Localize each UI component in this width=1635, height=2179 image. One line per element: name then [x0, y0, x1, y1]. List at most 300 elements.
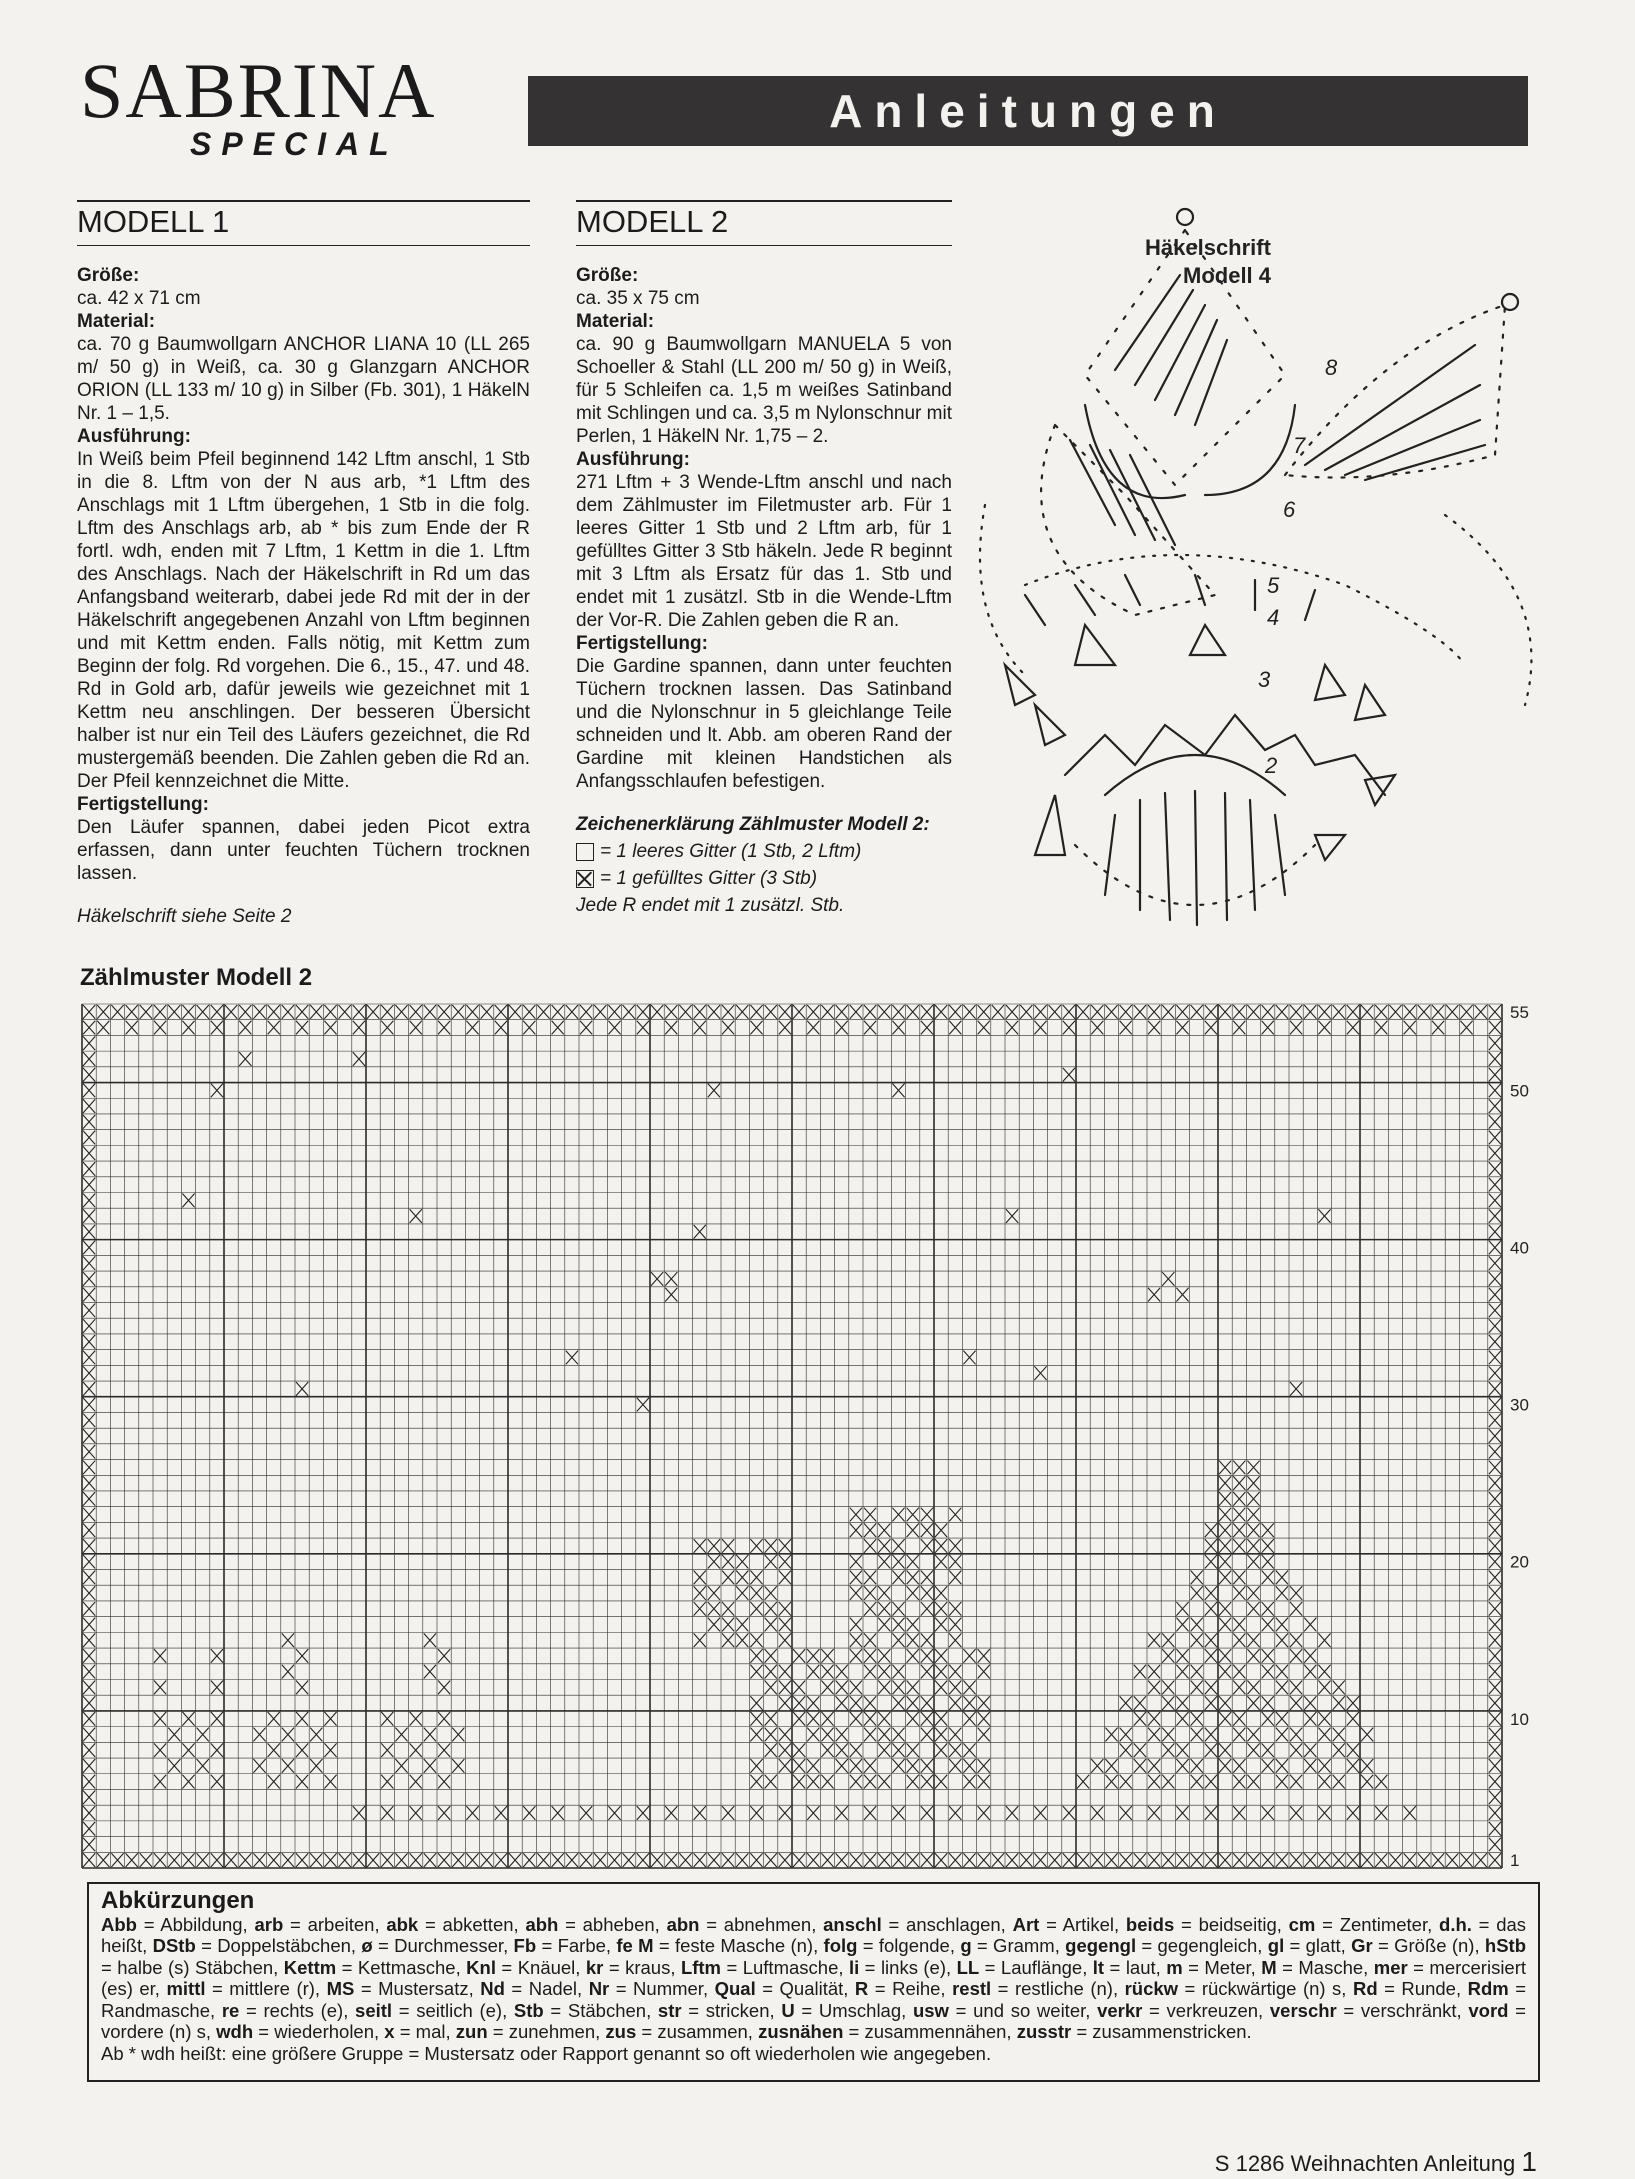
filled-cell	[722, 1539, 734, 1553]
filled-cell	[1489, 1445, 1501, 1459]
filled-cell	[1333, 1680, 1345, 1694]
filled-cell	[1489, 1209, 1501, 1223]
filled-cell	[1489, 1838, 1501, 1852]
filled-cell	[1191, 1680, 1203, 1694]
filled-cell	[1233, 1021, 1245, 1035]
filled-cell	[821, 1775, 833, 1789]
filled-cell	[1134, 1743, 1146, 1757]
abbreviation-meaning: = Gramm,	[971, 1935, 1066, 1956]
filled-cell	[1489, 1382, 1501, 1396]
filled-cell	[268, 1021, 280, 1035]
filled-cell	[83, 1225, 95, 1239]
filled-cell	[907, 1759, 919, 1773]
filled-cell	[694, 1806, 706, 1820]
filled-cell	[978, 1005, 990, 1019]
chart-grid-lines	[82, 1004, 1502, 1868]
abbreviation-meaning: = Größe (n),	[1372, 1935, 1485, 1956]
filled-cell	[608, 1806, 620, 1820]
abbreviations-title: Abkürzungen	[101, 1887, 255, 1914]
filled-cell	[580, 1005, 592, 1019]
filled-cell	[608, 1005, 620, 1019]
abbreviation-term: x	[384, 2021, 395, 2042]
filled-cell	[523, 1005, 535, 1019]
filled-cell	[1489, 1131, 1501, 1145]
round-label: 2	[1265, 753, 1278, 778]
filled-cell	[1219, 1476, 1231, 1490]
filled-cell	[708, 1539, 720, 1553]
abbreviation-term: Art	[1012, 1913, 1040, 1935]
brand-logo: SABRINA	[80, 47, 437, 134]
abbreviation-term: LL	[956, 1956, 980, 1978]
filled-cell	[438, 1775, 450, 1789]
filled-cell	[963, 1649, 975, 1663]
filled-cell	[324, 1712, 336, 1726]
filled-cell	[765, 1539, 777, 1553]
filled-cell	[1290, 1696, 1302, 1710]
filled-cell	[1063, 1021, 1075, 1035]
filled-cell	[83, 1838, 95, 1852]
filled-cell	[466, 1853, 478, 1867]
filled-cell	[1205, 1021, 1217, 1035]
round-label: 4	[1267, 605, 1280, 630]
filled-cell	[182, 1712, 194, 1726]
filled-cell	[1105, 1759, 1117, 1773]
filled-cell	[765, 1853, 777, 1867]
filled-cell	[878, 1680, 890, 1694]
abbreviation-term: abh	[525, 1913, 559, 1935]
filled-cell	[182, 1743, 194, 1757]
filled-cell	[1105, 1853, 1117, 1867]
filled-cell	[878, 1728, 890, 1742]
filled-cell	[1006, 1806, 1018, 1820]
filled-cell	[935, 1523, 947, 1537]
abbreviation-term: beids	[1125, 1913, 1175, 1935]
filled-cell	[907, 1586, 919, 1600]
modell-1-title: MODELL 1	[77, 204, 230, 239]
filled-cell	[864, 1005, 876, 1019]
filled-cell	[1219, 1539, 1231, 1553]
abbreviation-meaning: = zusammennähen,	[843, 2021, 1017, 2042]
filled-cell	[268, 1743, 280, 1757]
filled-cell	[864, 1712, 876, 1726]
filled-cell	[552, 1853, 564, 1867]
filled-cell	[864, 1571, 876, 1585]
filled-cell	[864, 1665, 876, 1679]
filled-cell	[1489, 1571, 1501, 1585]
filled-cell	[1262, 1539, 1274, 1553]
abbreviation-term: m	[1166, 1956, 1183, 1978]
abbreviation-term: Lftm	[680, 1956, 722, 1978]
filled-cell	[1205, 1539, 1217, 1553]
filled-cell	[452, 1759, 464, 1773]
filled-cell	[1276, 1571, 1288, 1585]
filled-cell	[949, 1853, 961, 1867]
filled-cell	[424, 1005, 436, 1019]
filled-cell	[282, 1665, 294, 1679]
filled-cell	[83, 1429, 95, 1443]
filled-cell	[1489, 1084, 1501, 1098]
filled-cell	[878, 1602, 890, 1616]
filled-cell	[282, 1759, 294, 1773]
filled-cell	[452, 1728, 464, 1742]
filled-cell	[779, 1665, 791, 1679]
filled-cell	[1233, 1523, 1245, 1537]
filled-cell	[1489, 1539, 1501, 1553]
filled-cell	[892, 1084, 904, 1098]
filled-cell	[765, 1712, 777, 1726]
filled-cell	[1432, 1021, 1444, 1035]
filled-cell	[878, 1523, 890, 1537]
legend-empty-text: = 1 leeres Gitter (1 Stb, 2 Lftm)	[600, 841, 862, 862]
filled-cell	[83, 1712, 95, 1726]
filled-cell	[892, 1806, 904, 1820]
filled-cell	[1191, 1005, 1203, 1019]
filled-cell	[1262, 1523, 1274, 1537]
filled-cell	[750, 1712, 762, 1726]
filled-cell	[765, 1775, 777, 1789]
filled-cell	[1361, 1005, 1373, 1019]
filled-cell	[864, 1633, 876, 1647]
filled-cell	[921, 1523, 933, 1537]
abbreviations-box	[87, 1882, 1540, 2082]
filled-cell	[1262, 1571, 1274, 1585]
filled-cell	[1247, 1539, 1259, 1553]
filled-cell	[878, 1712, 890, 1726]
filled-cell	[182, 1194, 194, 1208]
filled-cell	[1489, 1476, 1501, 1490]
filled-cell	[1489, 1853, 1501, 1867]
filled-cell	[708, 1084, 720, 1098]
filled-cell	[1318, 1005, 1330, 1019]
filled-cell	[750, 1005, 762, 1019]
filled-cell	[1191, 1853, 1203, 1867]
filled-cell	[1191, 1775, 1203, 1789]
filled-cell	[438, 1853, 450, 1867]
filled-cell	[694, 1021, 706, 1035]
filled-cell	[225, 1853, 237, 1867]
filled-cell	[1318, 1021, 1330, 1035]
filled-cell	[83, 1618, 95, 1632]
abbreviation-term: li	[848, 1956, 860, 1978]
abbreviation-term: zun	[455, 2021, 488, 2042]
filled-cell	[1148, 1633, 1160, 1647]
filled-cell	[807, 1712, 819, 1726]
abbreviation-term: g	[960, 1935, 972, 1956]
filled-cell	[623, 1005, 635, 1019]
filled-cell	[921, 1571, 933, 1585]
filled-cell	[878, 1665, 890, 1679]
filled-cell	[1219, 1649, 1231, 1663]
filled-cell	[1304, 1759, 1316, 1773]
filled-cell	[410, 1743, 422, 1757]
filled-cell	[694, 1005, 706, 1019]
filled-cell	[651, 1005, 663, 1019]
filled-cell	[708, 1586, 720, 1600]
filled-cell	[892, 1633, 904, 1647]
filled-cell	[907, 1508, 919, 1522]
filled-cell	[1290, 1021, 1302, 1035]
filled-cell	[381, 1853, 393, 1867]
filled-cell	[1176, 1853, 1188, 1867]
filled-cell	[722, 1602, 734, 1616]
abbreviation-meaning: = wiederholen,	[253, 2021, 385, 2042]
filled-cell	[239, 1021, 251, 1035]
abbreviation-term: arb	[254, 1913, 284, 1935]
filled-cell	[963, 1712, 975, 1726]
filled-cell	[807, 1775, 819, 1789]
filled-cell	[1176, 1743, 1188, 1757]
filled-cell	[310, 1853, 322, 1867]
abbreviation-meaning: = stricken,	[681, 1999, 782, 2021]
filled-cell	[978, 1853, 990, 1867]
filled-cell	[1233, 1476, 1245, 1490]
filled-cell	[168, 1759, 180, 1773]
filled-cell	[1247, 1461, 1259, 1475]
filled-cell	[1247, 1649, 1259, 1663]
filled-cell	[836, 1853, 848, 1867]
abbreviation-meaning: = zusammenstricken.	[1071, 2021, 1252, 2042]
round-label: 5	[1267, 573, 1280, 598]
filled-cell	[1049, 1853, 1061, 1867]
abbreviation-term: anschl	[823, 1913, 882, 1935]
filled-cell	[949, 1539, 961, 1553]
filled-cell	[793, 1649, 805, 1663]
filled-cell	[1134, 1853, 1146, 1867]
filled-cell	[1375, 1021, 1387, 1035]
filled-cell	[1205, 1696, 1217, 1710]
filled-cell	[83, 1555, 95, 1569]
filled-cell	[608, 1853, 620, 1867]
filled-cell	[1162, 1853, 1174, 1867]
filled-cell	[921, 1806, 933, 1820]
filled-cell	[850, 1712, 862, 1726]
filled-cell	[594, 1005, 606, 1019]
filled-cell	[1063, 1853, 1075, 1867]
filled-cell	[864, 1508, 876, 1522]
filled-cell	[1006, 1005, 1018, 1019]
filled-cell	[83, 1743, 95, 1757]
filled-cell	[1489, 1351, 1501, 1365]
filled-cell	[126, 1853, 138, 1867]
filled-cell	[949, 1602, 961, 1616]
filled-cell	[1105, 1005, 1117, 1019]
filled-cell	[736, 1005, 748, 1019]
filled-cell	[168, 1728, 180, 1742]
filled-cell	[83, 1036, 95, 1050]
material-text: ca. 90 g Baumwollgarn MANUELA 5 von Schoeller & Stahl (LL 200 m/ 50 g) in Weiß, für 5 Schleifen ca. 1,5 m weißes Satinband mit Schlingen und ca. 3,5 m Nylonschnur mit Perlen, 1 HäkelN Nr. 1,75 – 2.	[576, 334, 952, 447]
filled-cell	[197, 1759, 209, 1773]
filled-cell	[537, 1005, 549, 1019]
filled-cell	[921, 1602, 933, 1616]
filled-cell	[921, 1021, 933, 1035]
filled-cell	[1162, 1005, 1174, 1019]
filled-cell	[1233, 1633, 1245, 1647]
filled-cell	[665, 1806, 677, 1820]
filled-cell	[381, 1005, 393, 1019]
abbreviation-meaning: = Durchmesser,	[372, 1935, 514, 1956]
filled-cell	[211, 1775, 223, 1789]
filled-cell	[83, 1398, 95, 1412]
filled-cell	[83, 1351, 95, 1365]
filled-cell	[225, 1005, 237, 1019]
filled-cell	[1162, 1649, 1174, 1663]
filled-cell	[296, 1021, 308, 1035]
filled-cell	[1489, 1775, 1501, 1789]
filled-cell	[239, 1853, 251, 1867]
filled-cell	[949, 1665, 961, 1679]
material-text: ca. 70 g Baumwollgarn ANCHOR LIANA 10 (LL 265 m/ 50 g) in Weiß, ca. 30 g Glanzgarn ANCHOR ORION (LL 133 m/ 10 g) in Silber (Fb. 301), 1 HäkelN Nr. 1 – 1,5.	[77, 334, 530, 424]
abbreviation-meaning: = mercerisiert (es) er,	[101, 1956, 1527, 1999]
filled-cell	[1276, 1775, 1288, 1789]
filled-cell	[140, 1005, 152, 1019]
filled-cell	[949, 1633, 961, 1647]
filled-cell	[395, 1853, 407, 1867]
abbreviation-meaning: = feste Masche (n),	[653, 1935, 824, 1956]
filled-cell	[324, 1005, 336, 1019]
filled-cell	[1191, 1571, 1203, 1585]
abbreviation-term: rückw	[1124, 1978, 1179, 1999]
filled-cell	[779, 1602, 791, 1616]
filled-cell	[836, 1806, 848, 1820]
filled-cell	[83, 1194, 95, 1208]
filled-cell	[1148, 1021, 1160, 1035]
filled-cell	[963, 1759, 975, 1773]
filled-cell	[1318, 1806, 1330, 1820]
filled-cell	[97, 1005, 109, 1019]
filled-cell	[878, 1853, 890, 1867]
filled-cell	[1375, 1853, 1387, 1867]
filled-cell	[1262, 1743, 1274, 1757]
filled-cell	[736, 1633, 748, 1647]
filled-cell	[949, 1743, 961, 1757]
filled-cell	[935, 1555, 947, 1569]
filled-cell	[296, 1680, 308, 1694]
filled-cell	[637, 1005, 649, 1019]
filled-cell	[1063, 1005, 1075, 1019]
filled-cell	[410, 1853, 422, 1867]
filled-cell	[1176, 1288, 1188, 1302]
filled-cell	[779, 1806, 791, 1820]
filled-cell	[864, 1853, 876, 1867]
filled-cell	[1375, 1806, 1387, 1820]
filled-cell	[1091, 1806, 1103, 1820]
filled-cell	[310, 1759, 322, 1773]
filled-cell	[1120, 1021, 1132, 1035]
filled-cell	[949, 1759, 961, 1773]
filled-cell	[324, 1743, 336, 1757]
abbreviation-meaning: = Randmasche,	[101, 1978, 1527, 2021]
filled-cell	[1247, 1680, 1259, 1694]
filled-cell	[1063, 1806, 1075, 1820]
filled-cell	[722, 1005, 734, 1019]
filled-cell	[750, 1021, 762, 1035]
filled-cell	[850, 1586, 862, 1600]
filled-cell	[1304, 1618, 1316, 1632]
abbreviation-term: zus	[605, 2021, 637, 2042]
filled-cell	[992, 1005, 1004, 1019]
filled-cell	[83, 1508, 95, 1522]
filled-cell	[1347, 1021, 1359, 1035]
abbreviation-term: R	[854, 1978, 869, 1999]
filled-cell	[878, 1743, 890, 1757]
abbreviation-term: seitl	[355, 1999, 393, 2021]
filled-cell	[1290, 1728, 1302, 1742]
filled-cell	[963, 1351, 975, 1365]
filled-cell	[1176, 1696, 1188, 1710]
filled-cell	[509, 1853, 521, 1867]
brand-subtitle: SPECIAL	[190, 126, 399, 162]
filled-cell	[1247, 1633, 1259, 1647]
abbreviation-meaning: = Farbe,	[536, 1935, 617, 1956]
filled-cell	[793, 1759, 805, 1773]
filled-cell	[154, 1743, 166, 1757]
filled-cell	[907, 1696, 919, 1710]
filled-cell	[1176, 1602, 1188, 1616]
filled-cell	[1091, 1853, 1103, 1867]
filled-cell	[1176, 1005, 1188, 1019]
filled-cell	[466, 1021, 478, 1035]
filled-cell	[1091, 1759, 1103, 1773]
filled-cell	[1205, 1649, 1217, 1663]
filled-cell	[750, 1602, 762, 1616]
filled-cell	[438, 1743, 450, 1757]
abbreviation-term: Fb	[513, 1935, 537, 1956]
filled-cell	[282, 1853, 294, 1867]
filled-cell	[1290, 1602, 1302, 1616]
abbreviation-term: usw	[912, 1999, 949, 2021]
abbreviation-meaning: = links (e),	[859, 1956, 957, 1978]
filled-cell	[850, 1555, 862, 1569]
filled-cell	[1219, 1665, 1231, 1679]
filled-cell	[97, 1853, 109, 1867]
filled-cell	[111, 1853, 123, 1867]
filled-cell	[1361, 1775, 1373, 1789]
filled-cell	[978, 1806, 990, 1820]
filled-cell	[83, 1272, 95, 1286]
filled-cell	[1148, 1775, 1160, 1789]
filled-cell	[978, 1712, 990, 1726]
filled-cell	[424, 1665, 436, 1679]
filled-cell	[1020, 1005, 1032, 1019]
filled-cell	[1290, 1743, 1302, 1757]
filled-cell	[765, 1602, 777, 1616]
filled-cell	[978, 1759, 990, 1773]
filled-cell	[793, 1680, 805, 1694]
abbreviation-term: DStb	[152, 1935, 196, 1956]
round-label: 6	[1283, 497, 1296, 522]
filled-cell	[182, 1853, 194, 1867]
filled-cell	[1148, 1665, 1160, 1679]
filled-cell	[836, 1680, 848, 1694]
filled-cell	[1148, 1853, 1160, 1867]
filled-cell	[1191, 1665, 1203, 1679]
filled-cell	[779, 1633, 791, 1647]
filled-cell	[878, 1555, 890, 1569]
filled-cell	[1347, 1853, 1359, 1867]
filled-cell	[1333, 1775, 1345, 1789]
filled-cell	[83, 1209, 95, 1223]
filled-cell	[1134, 1696, 1146, 1710]
filled-cell	[523, 1806, 535, 1820]
filled-cell	[1176, 1806, 1188, 1820]
abbreviation-meaning: = mal,	[394, 2021, 456, 2042]
filled-cell	[864, 1759, 876, 1773]
filled-cell	[921, 1696, 933, 1710]
filled-cell	[892, 1728, 904, 1742]
filled-cell	[410, 1775, 422, 1789]
filled-cell	[963, 1743, 975, 1757]
filled-cell	[1446, 1005, 1458, 1019]
